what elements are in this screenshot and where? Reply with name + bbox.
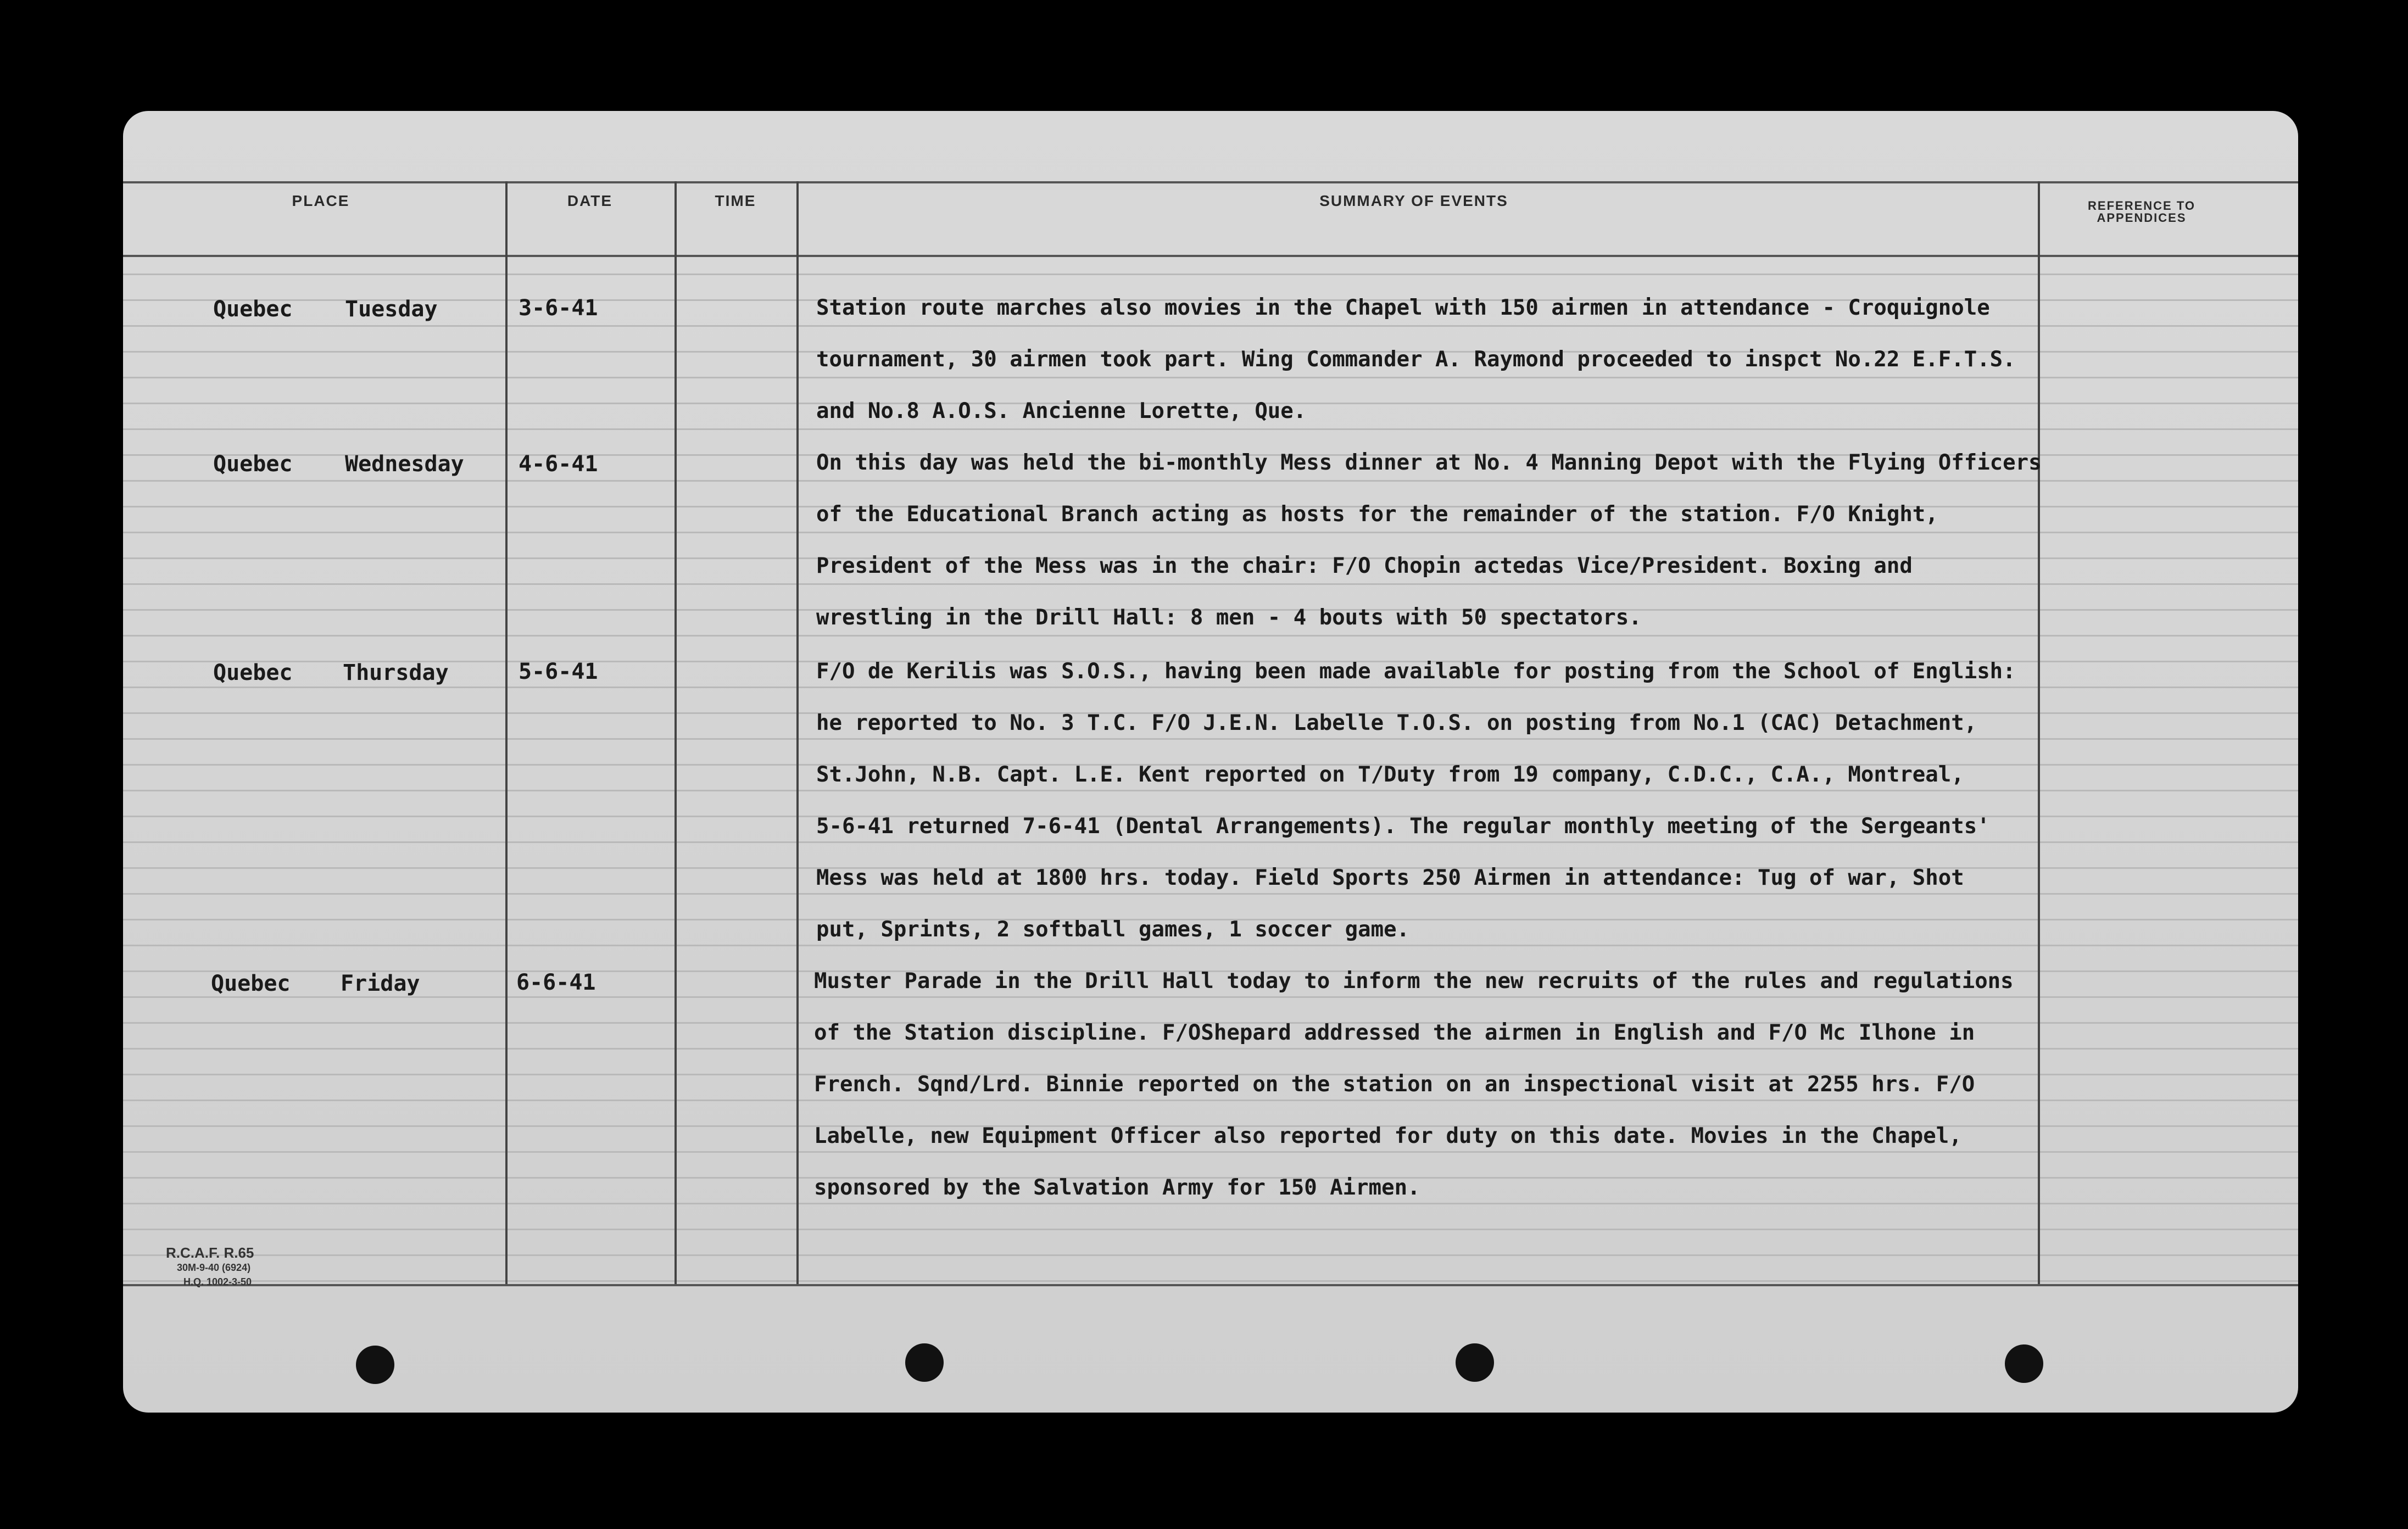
entry-2-line-3: President of the Mess was in the chair: F/O Chopin actedas Vice/President. Boxing and <box>816 554 1913 578</box>
ruled-line <box>123 1280 2298 1282</box>
header-time: TIME <box>715 192 756 209</box>
ruled-line <box>123 480 2298 482</box>
ruled-line <box>123 1229 2298 1230</box>
entry-1-date: 3-6-41 <box>519 295 598 321</box>
entry-1-line-3: and No.8 A.O.S. Ancienne Lorette, Que. <box>816 399 1307 423</box>
ruled-line <box>123 1203 2298 1204</box>
ruled-line <box>123 945 2298 946</box>
entry-2-line-1: On this day was held the bi-monthly Mess dinner at No. 4 Manning Depot with the Flying Officers <box>816 450 2042 475</box>
ruled-line <box>123 1254 2298 1256</box>
entry-4-day: Friday <box>341 971 420 996</box>
ruled-line <box>123 635 2298 637</box>
entry-4-date: 6-6-41 <box>516 970 596 995</box>
punch-hole <box>356 1346 394 1384</box>
entry-2-date: 4-6-41 <box>519 451 598 477</box>
entry-3-line-6: put, Sprints, 2 softball games, 1 soccer game. <box>816 917 1410 942</box>
entry-1-line-2: tournament, 30 airmen took part. Wing Commander A. Raymond proceeded to inspct No.22 E.F.T.S. <box>816 347 2016 372</box>
form-id-line-1: R.C.A.F. R.65 <box>166 1245 254 1261</box>
entry-2-line-4: wrestling in the Drill Hall: 8 men - 4 bouts with 50 spectators. <box>816 605 1642 630</box>
entry-3-date: 5-6-41 <box>519 659 598 684</box>
entry-1-line-1: Station route marches also movies in the Chapel with 150 airmen in attendance - Croquignole <box>816 295 1990 320</box>
col-divider-summary-reference <box>2038 181 2040 1285</box>
ruled-line <box>123 583 2298 585</box>
entry-4-line-2: of the Station discipline. F/OShepard addressed the airmen in English and F/O Mc Ilhone in <box>814 1020 1975 1045</box>
form-id-line-2: 30M-9-40 (6924) <box>177 1262 251 1273</box>
punch-hole <box>905 1343 944 1382</box>
ruled-line <box>123 790 2298 791</box>
entry-3-day: Thursday <box>343 660 449 685</box>
entry-1-place: Quebec <box>213 297 293 322</box>
ruled-line <box>123 1048 2298 1050</box>
col-divider-time-summary <box>796 181 799 1285</box>
col-divider-date-time <box>675 181 677 1285</box>
ruled-line <box>123 841 2298 843</box>
header-top-rule <box>123 181 2298 183</box>
ruled-line <box>123 377 2298 378</box>
ruled-line <box>123 1151 2298 1153</box>
ruled-line <box>123 893 2298 895</box>
col-divider-place-date <box>505 181 508 1285</box>
form-id-line-3: H.Q. 1002-3-50 <box>183 1276 252 1287</box>
header-summary: SUMMARY OF EVENTS <box>1319 192 1508 209</box>
ruled-line <box>123 532 2298 533</box>
record-card <box>123 111 2298 1413</box>
ruled-line <box>123 428 2298 430</box>
ruled-line <box>123 738 2298 740</box>
header-bottom-rule <box>123 255 2298 257</box>
ruled-line <box>123 687 2298 688</box>
header-place: PLACE <box>292 192 350 209</box>
entry-4-line-5: sponsored by the Salvation Army for 150 Airmen. <box>814 1175 1420 1200</box>
entry-4-place: Quebec <box>211 971 291 996</box>
entry-2-day: Wednesday <box>345 451 464 477</box>
table-bottom-rule <box>123 1284 2298 1286</box>
entry-4-line-4: Labelle, new Equipment Officer also reported for duty on this date. Movies in the Chapel, <box>814 1124 1962 1148</box>
ruled-line <box>123 274 2298 275</box>
entry-3-line-5: Mess was held at 1800 hrs. today. Field Sports 250 Airmen in attendance: Tug of war, Shot <box>816 866 1964 890</box>
entry-4-line-3: French. Sqnd/Lrd. Binnie reported on the station on an inspectional visit at 2255 hrs. F/O <box>814 1072 1975 1097</box>
entry-2-place: Quebec <box>213 451 293 477</box>
entry-3-line-1: F/O de Kerilis was S.O.S., having been made available for posting from the School of English: <box>816 659 2016 684</box>
entry-3-line-3: St.John, N.B. Capt. L.E. Kent reported on T/Duty from 19 company, C.D.C., C.A., Montreal, <box>816 762 1964 787</box>
ruled-line <box>123 996 2298 998</box>
entry-2-line-2: of the Educational Branch acting as hosts for the remainder of the station. F/O Knight, <box>816 502 1938 527</box>
punch-hole <box>2005 1344 2043 1383</box>
entry-3-line-2: he reported to No. 3 T.C. F/O J.E.N. Labelle T.O.S. on posting from No.1 (CAC) Detachment, <box>816 711 1977 735</box>
header-date: DATE <box>567 192 613 209</box>
entry-4-line-1: Muster Parade in the Drill Hall today to inform the new recruits of the rules and regulations <box>814 969 2014 994</box>
ruled-line <box>123 325 2298 327</box>
header-reference: REFERENCE TO APPENDICES <box>2088 199 2195 225</box>
punch-hole <box>1456 1343 1494 1382</box>
entry-3-place: Quebec <box>213 660 293 685</box>
entry-3-line-4: 5-6-41 returned 7-6-41 (Dental Arrangements). The regular monthly meeting of the Sergeants' <box>816 814 1990 839</box>
ruled-line <box>123 1100 2298 1101</box>
entry-1-day: Tuesday <box>345 297 438 322</box>
